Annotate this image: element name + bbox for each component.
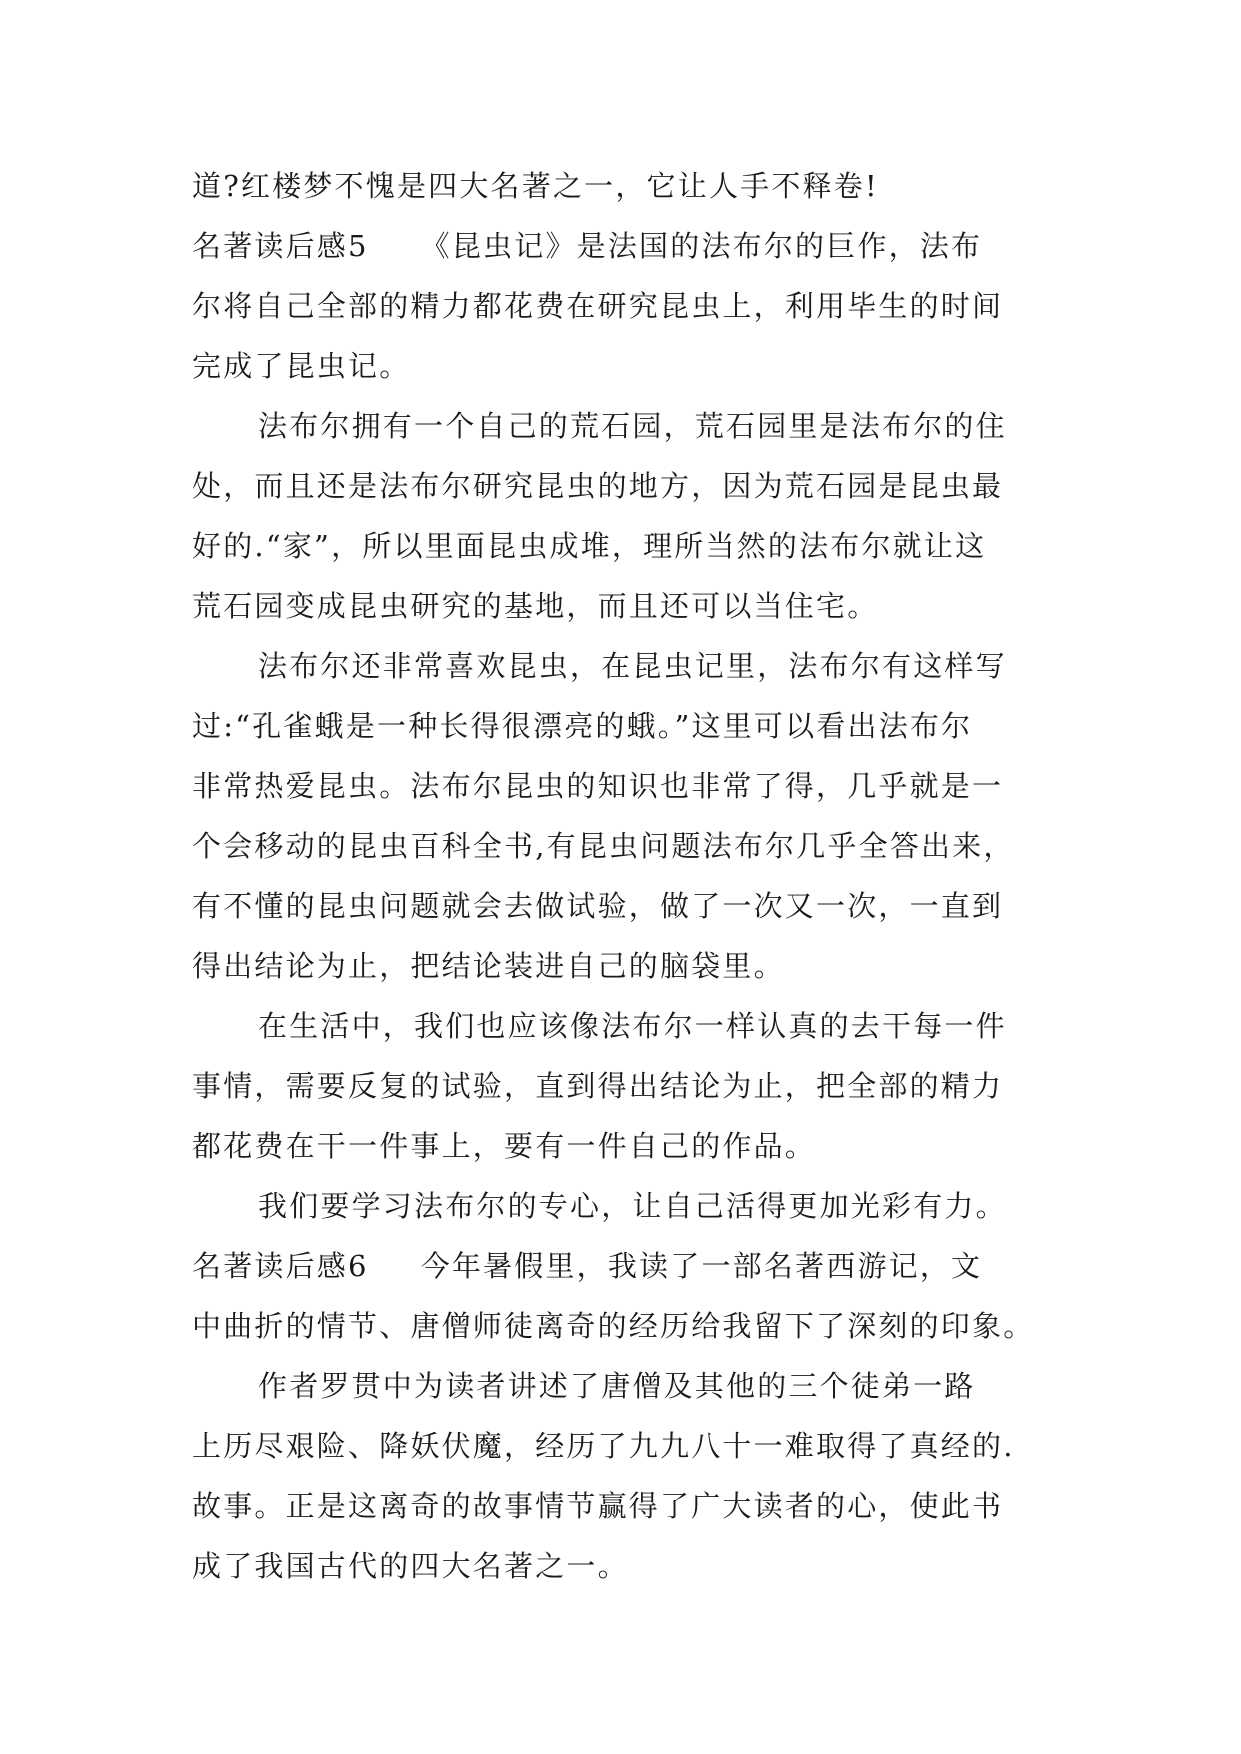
- text-line: 事情，需要反复的试验，直到得出结论为止，把全部的精力: [192, 1069, 1004, 1103]
- paragraph-start-line: 作者罗贯中为读者讲述了唐僧及其他的三个徒弟一路: [258, 1369, 976, 1403]
- text-line: 成了我国古代的四大名著之一。: [192, 1549, 629, 1583]
- section-heading-line: [192, 216, 1072, 276]
- text-line: 今年暑假里，我读了一部名著西游记，文: [420, 1249, 983, 1283]
- text-line: 上历尽艰险、降妖伏魔，经历了九九八十一难取得了真经的.: [192, 1429, 1015, 1463]
- text-line: 好的.“家”，所以里面昆虫成堆，理所当然的法布尔就让这: [192, 529, 987, 563]
- text-line: 《昆虫记》是法国的法布尔的巨作，法布: [420, 229, 983, 263]
- document-body: [192, 156, 1072, 1596]
- text-line: 都花费在干一件事上，要有一件自己的作品。: [192, 1129, 817, 1163]
- text-line: 故事。正是这离奇的故事情节赢得了广大读者的心，使此书: [192, 1489, 1004, 1523]
- text-line: 个会移动的昆虫百科全书,有昆虫问题法布尔几乎全答出来，: [192, 829, 1015, 863]
- text-line: 尔将自己全部的精力都花费在研究昆虫上，利用毕生的时间: [192, 289, 1004, 323]
- text-line: 得出结论为止，把结论装进自己的脑袋里。: [192, 949, 785, 983]
- paragraph-start-line: 在生活中，我们也应该像法布尔一样认真的去干每一件: [258, 1009, 1007, 1043]
- text-line: 荒石园变成昆虫研究的基地，而且还可以当住宅。: [192, 589, 879, 623]
- paragraph-start-line: 我们要学习法布尔的专心，让自己活得更加光彩有力。: [258, 1189, 1007, 1223]
- text-line: 有不懂的昆虫问题就会去做试验，做了一次又一次，一直到: [192, 889, 1004, 923]
- paragraph-start-line: 法布尔拥有一个自己的荒石园，荒石园里是法布尔的住: [258, 409, 1007, 443]
- text-line: 处，而且还是法布尔研究昆虫的地方，因为荒石园是昆虫最: [192, 469, 1004, 503]
- section-heading: 名著读后感6: [192, 1249, 369, 1283]
- paragraph-start-line: 法布尔还非常喜欢昆虫，在昆虫记里，法布尔有这样写: [258, 649, 1007, 683]
- text-line: 过:“孔雀蛾是一种长得很漂亮的蛾。”这里可以看出法布尔: [192, 709, 973, 743]
- section-heading-line: [192, 1236, 1072, 1296]
- text-line: 非常热爱昆虫。法布尔昆虫的知识也非常了得，几乎就是一: [192, 769, 1004, 803]
- text-line: 道?红楼梦不愧是四大名著之一，它让人手不释卷!: [192, 169, 879, 203]
- text-line: 完成了昆虫记。: [192, 349, 411, 383]
- text-line: 中曲折的情节、唐僧师徒离奇的经历给我留下了深刻的印象。: [192, 1309, 1035, 1343]
- section-heading: 名著读后感5: [192, 229, 369, 263]
